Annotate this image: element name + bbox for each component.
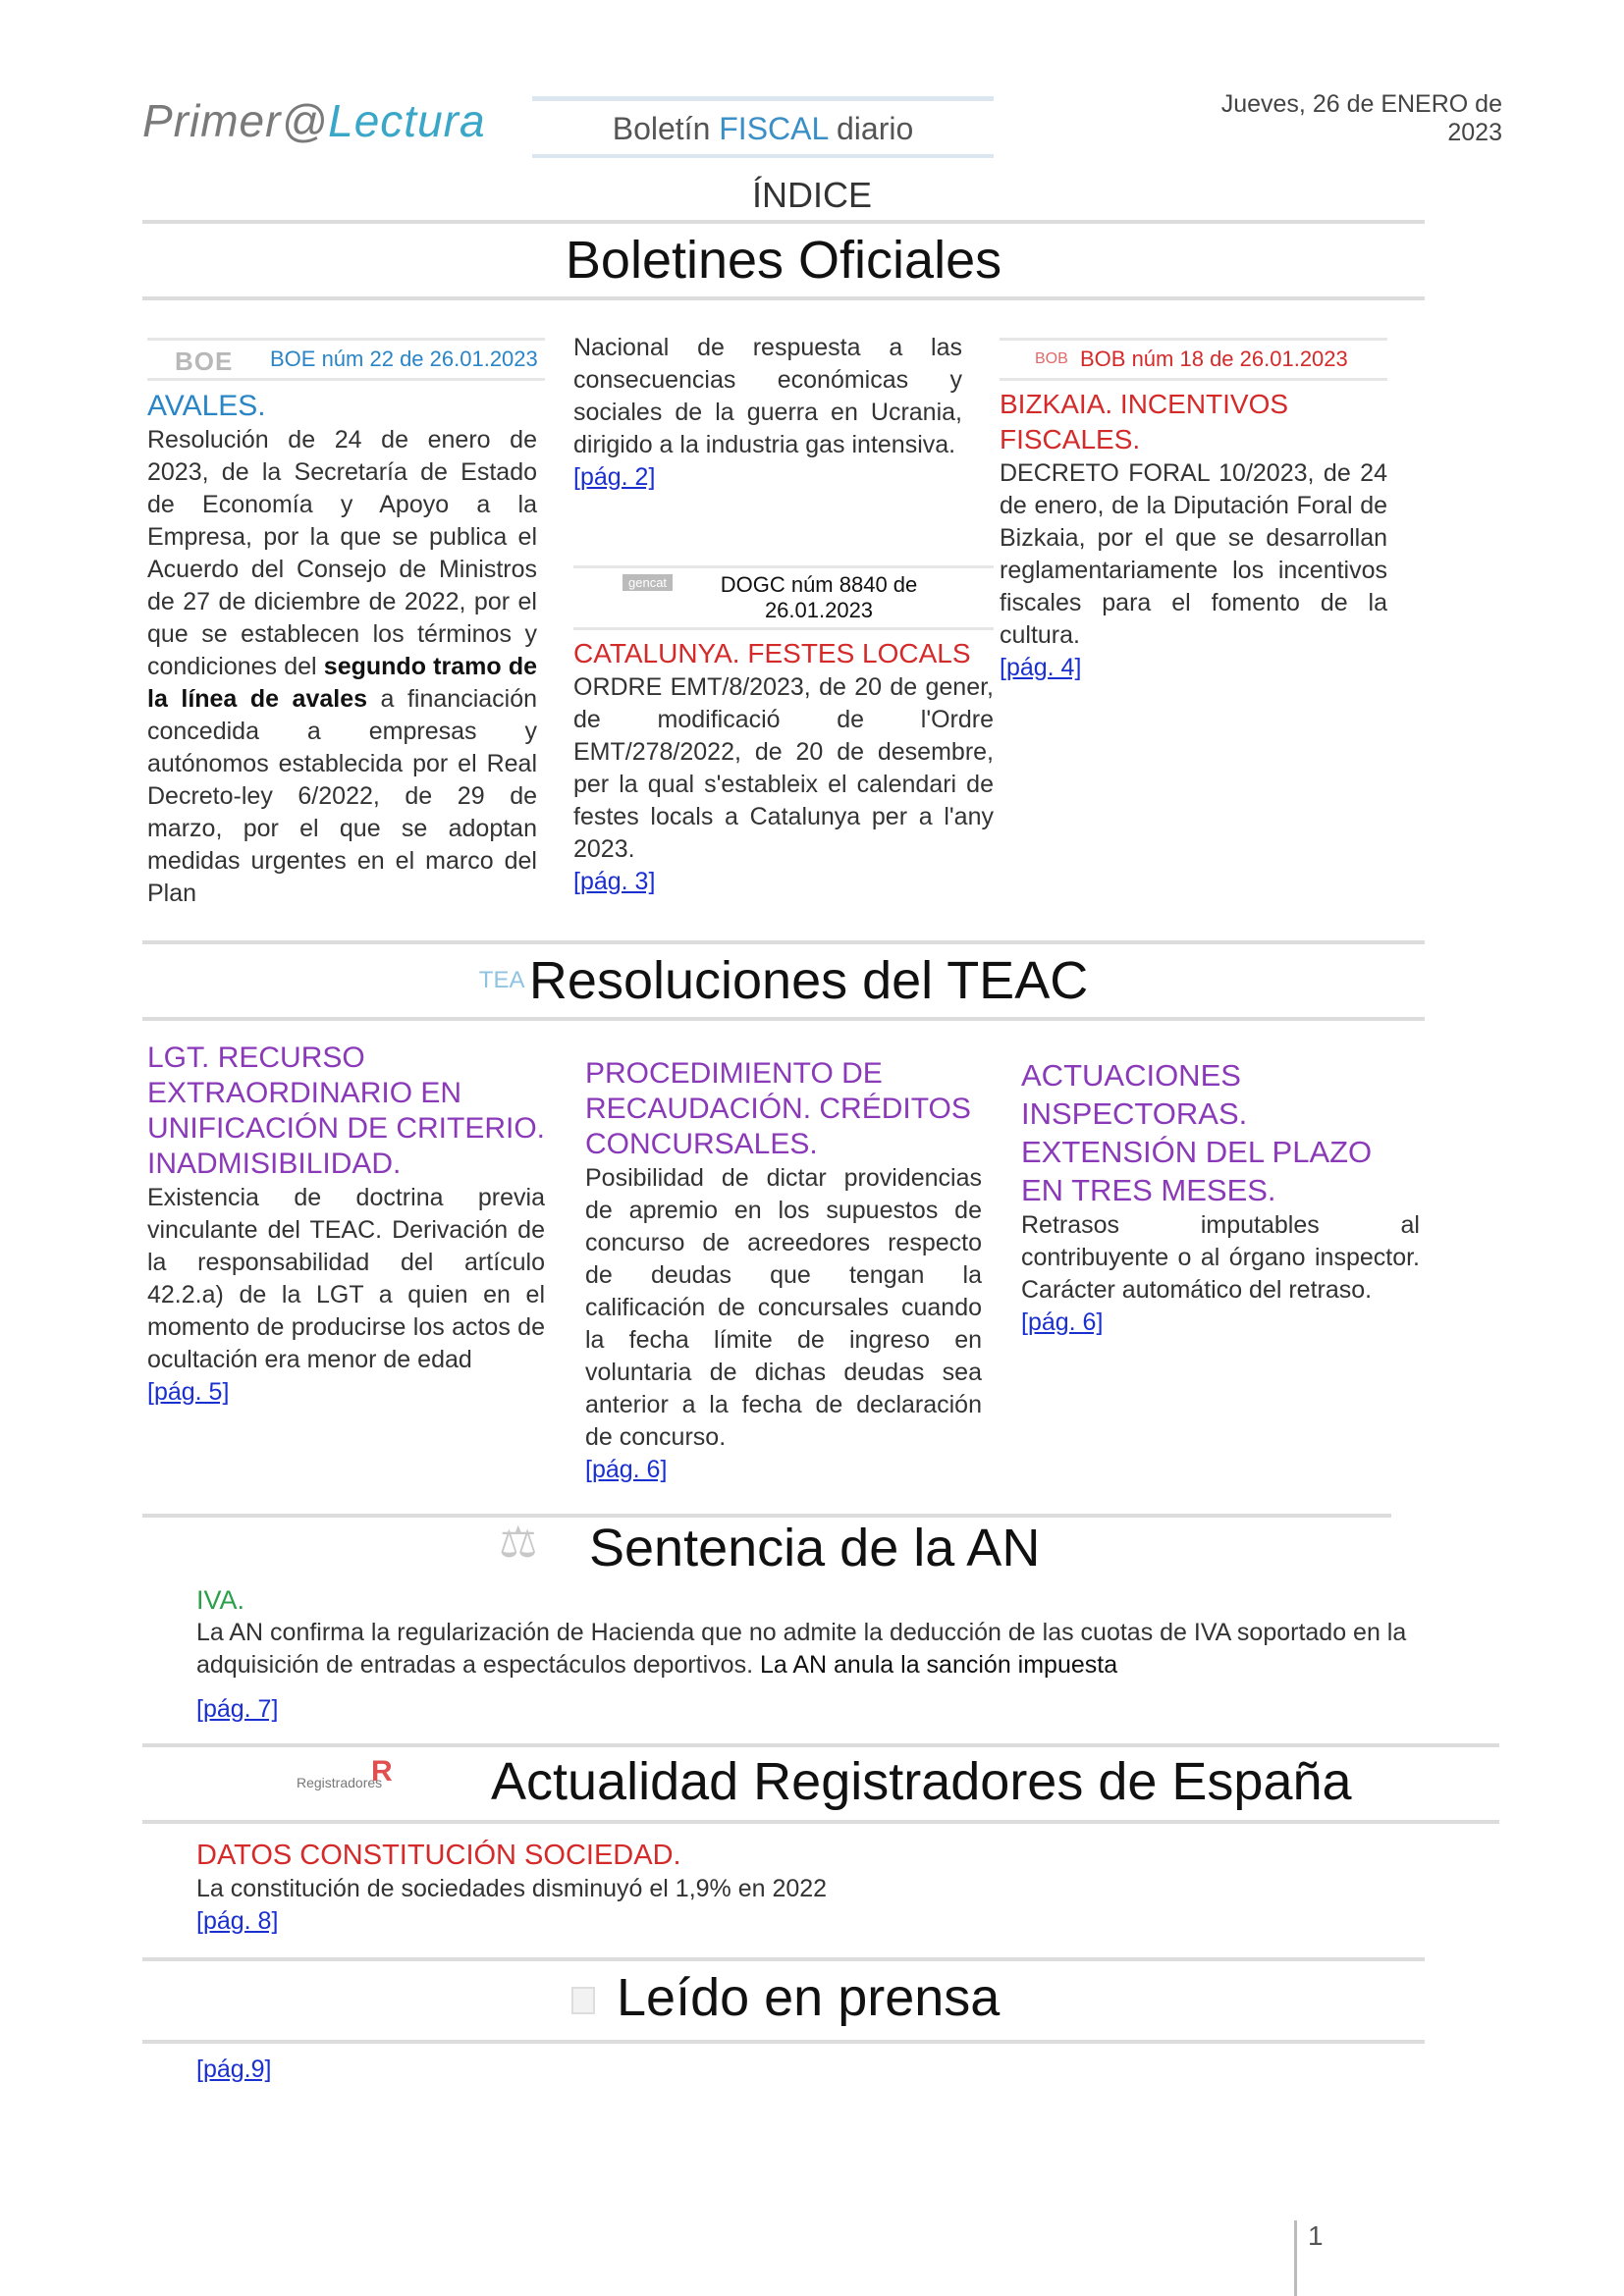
divider: [142, 2040, 1425, 2044]
divider: [142, 940, 1425, 944]
section-title-teac-wrap: [142, 950, 1425, 1011]
teac-item-text: Retrasos imputables al contribuyente o al órgano inspector. Carácter automático del retraso.: [1021, 1211, 1420, 1304]
boe-page-link[interactable]: [pág. 2]: [573, 463, 656, 491]
dogc-title: CATALUNYA. FESTES LOCALS: [573, 638, 971, 668]
divider: [142, 1957, 1425, 1961]
boletin-prefix: Boletín: [612, 111, 720, 146]
bob-entry: [1000, 387, 1387, 684]
boe-entry: [147, 389, 537, 910]
boe-logo-icon: BOE: [175, 347, 234, 376]
section-title-teac: Resoluciones del TEAC: [528, 951, 1089, 1010]
boe-head: BOE núm 22 de 26.01.2023: [270, 347, 538, 371]
bob-header: [1000, 338, 1387, 381]
dogc-page-link[interactable]: [pág. 3]: [573, 868, 656, 895]
boletin-fiscal: FISCAL: [719, 111, 829, 146]
boe-header: [147, 338, 545, 381]
divider: [142, 1820, 1499, 1824]
bob-page-link[interactable]: [pág. 4]: [1000, 654, 1082, 681]
teac-item-title: PROCEDIMIENTO DE RECAUDACIÓN. CRÉDITOS CONCURSALES.: [585, 1057, 971, 1160]
registradores-item-title: DATOS CONSTITUCIÓN SOCIEDAD.: [196, 1840, 681, 1871]
gencat-logo-icon: gencat: [623, 574, 673, 591]
teac-item-text: Posibilidad de dictar providencias de apremio en los supuestos de concurso de acreedores respecto de deudas que tengan la calificación de concursales cuando la fecha límite de ingreso en voluntaria de dichas deudas sea anterior a la fecha de declaración de concurso.: [585, 1164, 982, 1451]
divider: [142, 220, 1425, 224]
teac-item-link[interactable]: [pág. 6]: [1021, 1308, 1104, 1336]
bob-head: BOB núm 18 de 26.01.2023: [1080, 347, 1348, 371]
boletin-title: [532, 96, 994, 158]
section-title-prensa: Leído en prensa: [617, 1968, 1001, 2027]
an-text: [196, 1617, 1483, 1682]
boe-text-bold: segundo tramo de la línea de avales: [147, 653, 537, 713]
an-page-link[interactable]: [pág. 7]: [196, 1695, 279, 1723]
section-title-an: Sentencia de la AN: [589, 1519, 1041, 1577]
teac-item-title: ACTUACIONES INSPECTORAS. EXTENSIÓN DEL PLAZO EN TRES MESES.: [1021, 1058, 1373, 1207]
logo-text-1: Primer@: [142, 95, 329, 146]
section-title-boletines: Boletines Oficiales: [565, 231, 1002, 290]
bob-title: BIZKAIA. INCENTIVOS FISCALES.: [1000, 389, 1289, 454]
registradores-logo-text: Registradores: [297, 1775, 383, 1790]
an-text-bold: La AN anula la sanción impuesta: [759, 1651, 1118, 1679]
teac-logo-icon: TEA: [478, 967, 525, 993]
boe-text-b: a financiación concedida a empresas y autónomos establecida por el Real Decreto-ley 6/2022, de 29 de marzo, por el que se adoptan medidas urgentes en el marco del Plan: [147, 685, 538, 907]
an-entry: [196, 1584, 1483, 1726]
teac-item-link[interactable]: [pág. 5]: [147, 1378, 230, 1406]
registradores-page-link[interactable]: [pág. 8]: [196, 1907, 279, 1935]
index-title: ÍNDICE: [751, 175, 872, 215]
boe-text: [147, 424, 537, 910]
dogc-text: ORDRE EMT/8/2023, de 20 de gener, de modificació de l'Ordre EMT/278/2022, de 20 de desembre, per la qual s'estableix el calendari de festes locals a Catalunya per a l'any 2023.: [573, 673, 994, 863]
boletin-suffix: diario: [828, 111, 914, 146]
issue-date: Jueves, 26 de ENERO de 2023: [1220, 90, 1502, 146]
dogc-header: [573, 565, 994, 630]
boe-text-a: Resolución de 24 de enero de 2023, de la Secretaría de Estado de Economía y Apoyo a la Empresa, por la que se publica el Acuerdo del Consejo de Ministros de 27 de diciembre de 2022, por el que se establecen los términos y condiciones del: [147, 426, 537, 680]
logo-text-2: Lectura: [328, 95, 486, 146]
boe-entry-cont: [573, 332, 962, 494]
teac-item-1: [147, 1041, 545, 1409]
page-number-bar: [1294, 2220, 1297, 2296]
logo: [142, 94, 486, 147]
bob-logo-icon: BOB: [1035, 350, 1068, 367]
registradores-entry: [196, 1838, 1375, 1938]
boe-title: AVALES.: [147, 390, 266, 422]
newspaper-icon: [571, 1987, 595, 2014]
registradores-r-icon: R: [371, 1755, 393, 1788]
teac-item-3: [1021, 1056, 1420, 1339]
teac-item-text: Existencia de doctrina previa vinculante del TEAC. Derivación de la responsabilidad del artículo 42.2.a) de la LGT a quien en el momento de producirse los actos de ocultación era menor de edad: [147, 1184, 545, 1373]
teac-item-title: LGT. RECURSO EXTRAORDINARIO EN UNIFICACIÓN DE CRITERIO. INADMISIBILIDAD.: [147, 1041, 546, 1180]
bob-text: DECRETO FORAL 10/2023, de 24 de enero, de la Diputación Foral de Bizkaia, por el que se desarrollan reglamentariamente los incentivos fiscales para el fomento de la cultura.: [1000, 459, 1387, 649]
scales-icon: ⚖: [499, 1519, 538, 1567]
prensa-page-link[interactable]: [pág.9]: [196, 2056, 272, 2083]
an-text-a: La AN confirma la regularización de Hacienda que no admite la deducción de las cuotas de IVA soportado en la adquisición de entradas a espectáculos deportivos.: [196, 1619, 1407, 1679]
an-item-title: IVA.: [196, 1585, 245, 1615]
divider: [142, 296, 1425, 300]
divider: [142, 1017, 1425, 1021]
teac-item-2: [585, 1056, 982, 1486]
registradores-logo: [297, 1755, 405, 1804]
teac-item-link[interactable]: [pág. 6]: [585, 1456, 668, 1483]
page-number: 1: [1308, 2220, 1324, 2251]
registradores-text: La constitución de sociedades disminuyó el 1,9% en 2022: [196, 1875, 828, 1902]
dogc-entry: [573, 636, 994, 898]
dogc-head: DOGC núm 8840 de 26.01.2023: [720, 572, 918, 622]
section-title-registradores: Actualidad Registradores de España: [491, 1752, 1352, 1811]
divider: [142, 1743, 1499, 1747]
boe-text-cont: Nacional de respuesta a las consecuencias económicas y sociales de la guerra en Ucrania, dirigido a la industria gas intensiva.: [573, 334, 962, 458]
